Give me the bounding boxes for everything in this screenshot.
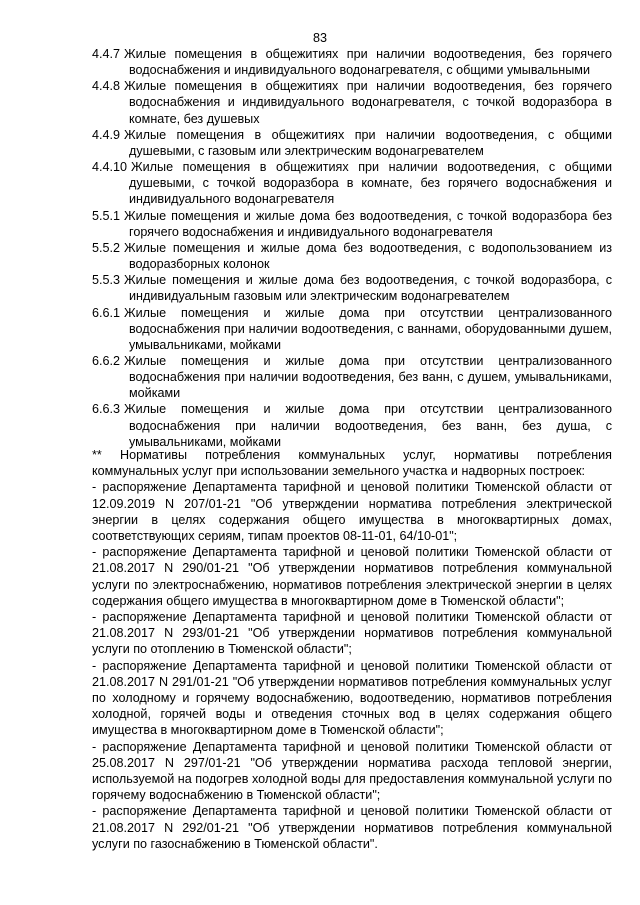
item-text: Жилые помещения и жилые дома при отсутствии централизованного водоснабжения при наличии водоотведения, с ваннами, оборудованными душем, умывальниками, мойками: [124, 305, 612, 352]
item-text: Жилые помещения и жилые дома при отсутствии централизованного водоснабжения при наличии водоотведения, без ванн, с душем, умывальниками, мойками: [124, 353, 612, 401]
item-code: 4.4.10: [92, 160, 128, 175]
item-text: Жилые помещения в общежитиях при наличии водоотведения, без горячего водоснабжения и индивидуального водонагревателя, с точкой водоразбора в комнате, без душевых: [124, 79, 612, 126]
page-number: 83: [312, 31, 327, 45]
list-item: [92, 78, 612, 126]
item-code: 4.4.7: [92, 47, 121, 61]
item-text: Жилые помещения в общежитиях при наличии водоотведения, с общими душевыми, с газовым или электрическим водонагревателем: [124, 127, 612, 158]
norms-list: [92, 46, 612, 450]
footnote-section: [92, 447, 612, 852]
list-item: [92, 208, 612, 240]
footnote-entry: - распоряжение Департамента тарифной и ценовой политики Тюменской области от 21.08.2017 N 290/01-21 "Об утверждении нормативов потребления коммунальной услуги по электроснабжению, нормативов потребления электрической энергии в целях содержания общего имущества в многоквартирном доме в Тюменской области";: [92, 545, 612, 608]
footnote-entry: - распоряжение Департамента тарифной и ценовой политики Тюменской области от 25.08.2017 N 297/01-21 "Об утверждении норматива расхода тепловой энергии, используемой на подогрев холодной воды для предоставления коммунальной услуги по горячему водоснабжению в Тюменской области";: [92, 739, 612, 803]
list-item: [92, 353, 612, 401]
list-item: [92, 272, 612, 304]
footnote-entry: - распоряжение Департамента тарифной и ценовой политики Тюменской области от 21.08.2017 N 291/01-21 "Об утверждении нормативов потребления коммунальных услуг по холодному и горячему водоснабжению, водоотведению, нормативов потребления холодной, горячей воды и отведения сточных вод в целях содержания общего имущества в многоквартирном доме в Тюменской области";: [92, 658, 612, 738]
item-text: Жилые помещения и жилые дома при отсутствии централизованного водоснабжения при наличии водоотведения, без ванн, без душа, с умывальниками, мойками: [124, 402, 612, 449]
item-text: Жилые помещения и жилые дома без водоотведения, с точкой водоразбора, с индивидуальным газовым или электрическим водонагревателем: [124, 273, 612, 304]
item-code: 5.5.3: [92, 273, 121, 288]
item-code: 5.5.1: [92, 208, 121, 223]
footnote-entry: - распоряжение Департамента тарифной и ценовой политики Тюменской области от 12.09.2019 N 207/01-21 "Об утверждении норматива потребления электрической энергии в целях содержания общего имущества в многоквартирных домах, соответствующих сериям, типам проектов 08-11-01, 64/10-01";: [92, 480, 612, 544]
list-item: [92, 46, 612, 78]
item-text: Жилые помещения в общежитиях при наличии водоотведения, без горячего водоснабжения и индивидуального водонагревателя, с общими умывальными: [124, 47, 612, 78]
footnote-intro: ** Нормативы потребления коммунальных услуг, нормативы потребления коммунальных услуг при использовании земельного участка и надворных построек:: [92, 448, 612, 479]
list-item: [92, 401, 612, 449]
item-code: 6.6.2: [92, 353, 121, 368]
footnote-entry: - распоряжение Департамента тарифной и ценовой политики Тюменской области от 21.08.2017 N 292/01-21 "Об утверждении нормативов потребления коммунальной услуги по газоснабжению в Тюменской области".: [92, 804, 612, 851]
item-code: 6.6.1: [92, 305, 121, 320]
item-text: Жилые помещения и жилые дома без водоотведения, с водопользованием из водоразборных колонок: [124, 240, 612, 272]
item-text: Жилые помещения и жилые дома без водоотведения, с точкой водоразбора без горячего водоснабжения и индивидуального водонагревателя: [124, 208, 612, 239]
item-text: Жилые помещения в общежитиях при наличии водоотведения, с общими душевыми, с точкой водоразбора в комнате, без горячего водоснабжения и индивидуального водонагревателя: [129, 160, 612, 207]
list-item: [92, 159, 612, 207]
footnote-entry: - распоряжение Департамента тарифной и ценовой политики Тюменской области от 21.08.2017 N 293/01-21 "Об утверждении нормативов потребления коммунальной услуги по отоплению в Тюменской области";: [92, 610, 612, 657]
item-code: 6.6.3: [92, 402, 121, 417]
list-item: [92, 305, 612, 353]
item-code: 5.5.2: [92, 240, 121, 255]
list-item: [92, 240, 612, 272]
item-code: 4.4.9: [92, 127, 121, 142]
list-item: [92, 127, 612, 159]
item-code: 4.4.8: [92, 79, 121, 94]
